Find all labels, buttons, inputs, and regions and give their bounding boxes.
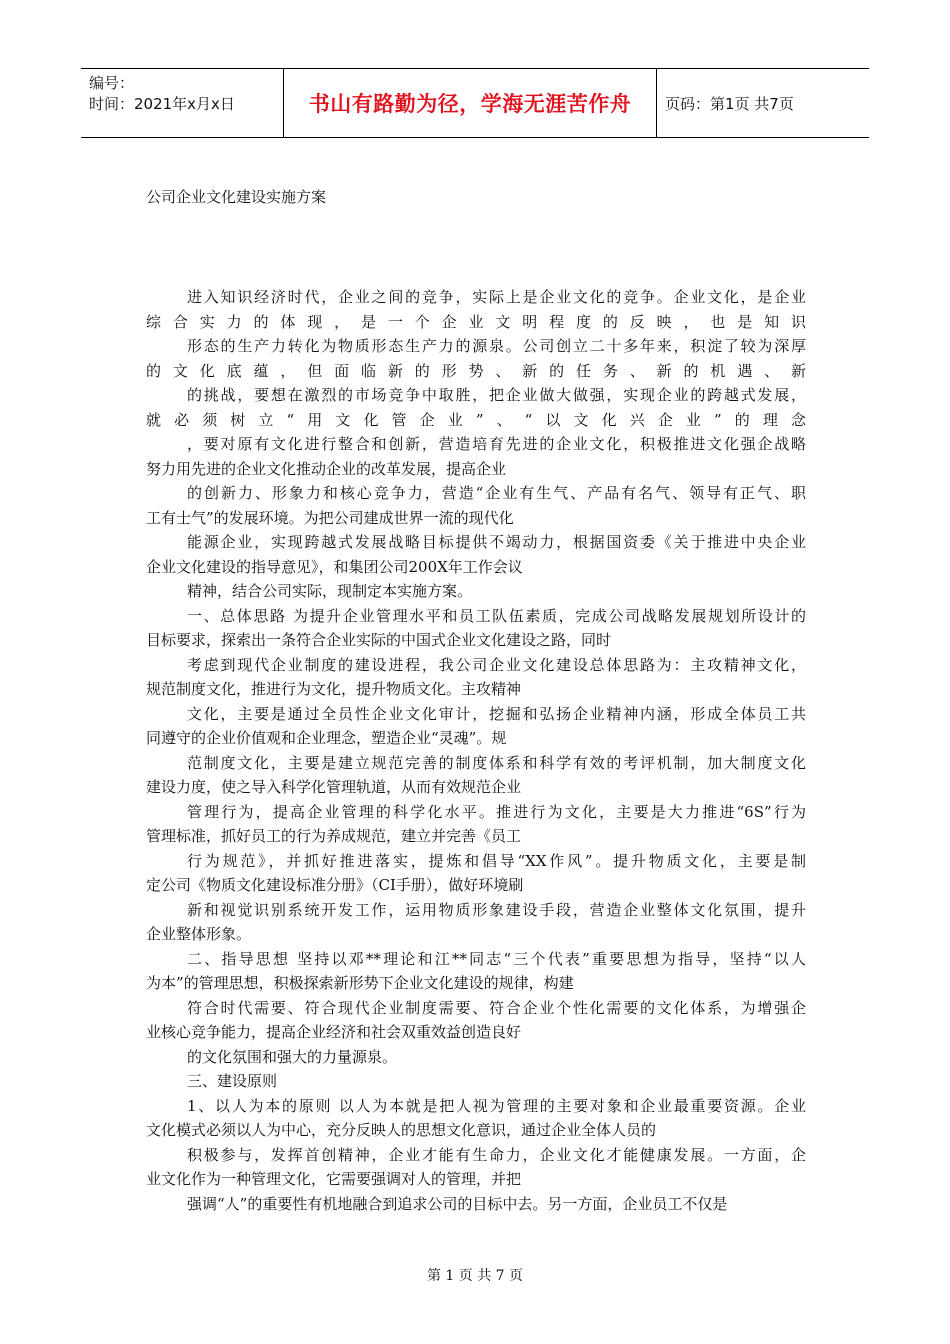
text-line: 行为规范》，并抓好推进落实，提炼和倡导“XX作风”。提升物质文化，主要是制 bbox=[187, 851, 806, 870]
text-line: 文化，主要是通过全员性企业文化审计，挖掘和弘扬企业精神内涵，形成全体员工共 bbox=[187, 704, 806, 723]
text-line: 企业文化建设的指导意见》，和集团公司200X年工作会议 bbox=[146, 557, 523, 576]
header-motto: 书山有路勤为径，学海无涯苦作舟 bbox=[283, 69, 657, 137]
text-line: 业核心竞争能力，提高企业经济和社会双重效益创造良好 bbox=[146, 1023, 522, 1041]
text-line: 管理行为，提高企业管理的科学化水平。推进行为文化，主要是大力推进“6S”行为 bbox=[187, 802, 806, 821]
date-label: 时间：2021年x月x日 bbox=[89, 95, 235, 113]
text-line: 为本”的管理思想，积极探索新形势下企业文化建设的规律，构建 bbox=[146, 974, 574, 992]
text-line: 能源企业，实现跨越式发展战略目标提供不竭动力，根据国资委《关于推进中央企业 bbox=[187, 533, 806, 551]
text-line: 一、总体思路 为提升企业管理水平和员工队伍素质，完成公司战略发展规划所设计的 bbox=[187, 606, 806, 625]
text-line: 形态的生产力转化为物质形态生产力的源泉。公司创立二十多年来，积淀了较为深厚 bbox=[187, 337, 806, 355]
number-label: 编号： bbox=[89, 74, 135, 92]
text-line: ，要对原有文化进行整合和创新，营造培育先进的企业文化，积极推进文化强企战略 bbox=[187, 435, 806, 453]
text-line: 进入知识经济时代，企业之间的竞争，实际上是企业文化的竞争。企业文化，是企业 bbox=[187, 288, 806, 306]
header-info-cell bbox=[81, 69, 283, 137]
document-body bbox=[146, 285, 806, 1216]
text-line: 范制度文化，主要是建立规范完善的制度体系和科学有效的考评机制，加大制度文化 bbox=[187, 753, 806, 772]
text-line: 建设力度，使之导入科学化管理轨道，从而有效规范企业 bbox=[146, 778, 522, 796]
text-line: 的文化氛围和强大的力量源泉。 bbox=[187, 1047, 398, 1066]
page-footer: 第 1 页 共 7 页 bbox=[426, 1268, 524, 1284]
text-line: 努力用先进的企业文化推动企业的改革发展，提高企业 bbox=[146, 459, 507, 478]
text-line: 就必须树立“用文化管企业”、“以文化兴企业”的理念 bbox=[146, 410, 806, 429]
document-title: 公司企业文化建设实施方案 bbox=[146, 188, 327, 206]
text-line: 定公司《物质文化建设标准分册》（CI手册），做好环境刷 bbox=[146, 876, 524, 894]
text-line: 规范制度文化，推进行为文化，提升物质文化。主攻精神 bbox=[146, 680, 522, 698]
text-line: 文化模式必须以人为中心，充分反映人的思想文化意识，通过企业全体人员的 bbox=[146, 1121, 657, 1139]
text-line: 业文化作为一种管理文化，它需要强调对人的管理，并把 bbox=[146, 1170, 522, 1188]
text-line: 新和视觉识别系统开发工作，运用物质形象建设手段，营造企业整体文化氛围，提升 bbox=[187, 900, 806, 919]
text-line: 的挑战，要想在激烈的市场竞争中取胜，把企业做大做强，实现企业的跨越式发展， bbox=[187, 386, 806, 404]
text-line: 工有士气”的发展环境。为把公司建成世界一流的现代化 bbox=[146, 508, 514, 527]
text-line: 同遵守的企业价值观和企业理念，塑造企业“灵魂”。规 bbox=[146, 729, 507, 747]
text-line: 考虑到现代企业制度的建设进程，我公司企业文化建设总体思路为：主攻精神文化， bbox=[187, 655, 806, 674]
text-line: 企业整体形象。 bbox=[146, 925, 252, 943]
text-line: 管理标准，抓好员工的行为养成规范，建立并完善《员工 bbox=[146, 827, 522, 845]
text-line: 强调“人”的重要性有机地融合到追求公司的目标中去。另一方面，企业员工不仅是 bbox=[187, 1194, 728, 1213]
text-line: 符合时代需要、符合现代企业制度需要、符合企业个性化需要的文化体系，为增强企 bbox=[187, 998, 806, 1017]
header-page-label: 页码：第1页 共7页 bbox=[665, 94, 794, 113]
text-line: 三、建设原则 bbox=[187, 1072, 278, 1090]
text-line: 积极参与，发挥首创精神，企业才能有生命力，企业文化才能健康发展。一方面，企 bbox=[187, 1145, 806, 1164]
text-line: 精神，结合公司实际，现制定本实施方案。 bbox=[187, 582, 473, 600]
text-line: 目标要求，探索出一条符合企业实际的中国式企业文化建设之路，同时 bbox=[146, 631, 612, 649]
text-line: 的文化底蕴，但面临新的形势、新的任务、新的机遇、新 bbox=[146, 361, 806, 380]
text-line: 的创新力、形象力和核心竞争力，营造“企业有生气、产品有名气、领导有正气、职 bbox=[187, 484, 806, 502]
text-line: 综合实力的体现，是一个企业文明程度的反映，也是知识 bbox=[146, 312, 806, 331]
text-line: 1、以人为本的原则 以人为本就是把人视为管理的主要对象和企业最重要资源。企业 bbox=[187, 1096, 806, 1115]
text-line: 二、指导思想 坚持以邓**理论和江**同志“三个代表”重要思想为指导，坚持“以人 bbox=[187, 949, 806, 968]
header-table bbox=[81, 68, 869, 138]
